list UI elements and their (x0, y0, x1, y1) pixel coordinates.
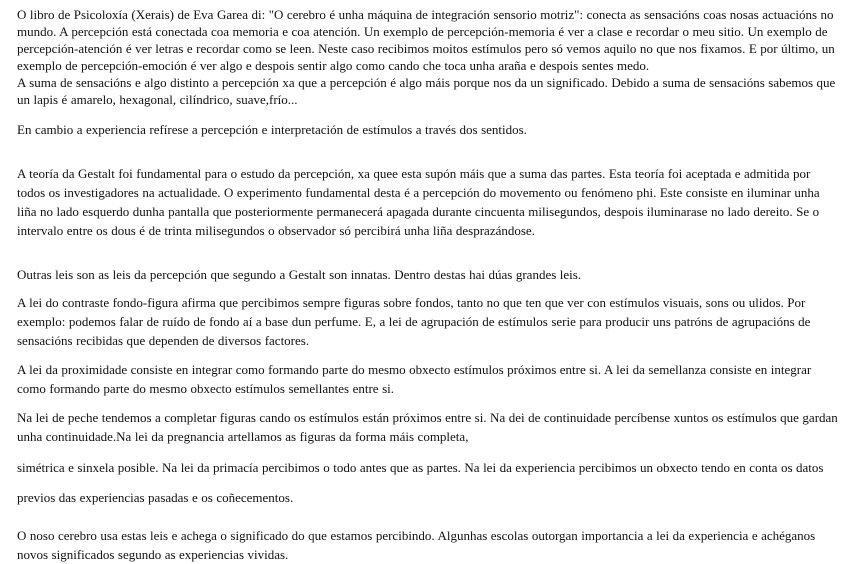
paragraph-closure: Na lei de peche tendemos a completar figuras cando os estímulos están próximos entre si. Na dei de continuidade percíbense xuntos os estímulos que gardan unha continuidade.Na lei da pregnancia artellamos as figuras da forma máis completa, (17, 410, 838, 444)
paragraph-other-laws: Outras leis son as leis da percepción que segundo a Gestalt son innatas. Dentro destas hai dúas grandes leis. (17, 267, 582, 282)
paragraph-proximity: A lei da proximidade consiste en integrar como formando parte do mesmo obxecto estímulos próximos entre si. A lei da semellanza consiste en integrar como formando parte do mesmo obxecto estímulos semellantes entre si. (17, 362, 812, 396)
paragraph-previous-experience: previos das experiencias pasadas e os coñecementos. (17, 490, 294, 505)
document-body (17, 6, 839, 564)
paragraph-primacy: simétrica e sinxela posible. Na lei da primacía percibimos o todo antes que as partes. Na lei da experiencia percibimos un obxecto tendo en conta os datos (17, 460, 824, 475)
paragraph-gestalt: A teoría da Gestalt foi fundamental para o estudo da percepción, xa quee esta supón máis que a suma das partes. Esta teoría foi aceptada e admitida por todos os investigadores na actualidade. O experimento fundamental desta é a percepción do movemento ou fenómeno phi. Este consiste en iluminar unha liña no lado esquerdo dunha pantalla que posteriormente permanecerá apagada durante cincuenta milisegundos, despois iluminarase no lado dereito. Se o intervalo entre os dous é de trinta milisegundos o observador só percibirá unha liña desprazándose. (17, 166, 820, 238)
paragraph-brain-laws: O noso cerebro usa estas leis e achega o significado do que estamos percibindo. Algunhas escolas outorgan importancia a lei da experiencia e achéganos novos significados segundo as experiencias vividas. (17, 528, 816, 562)
paragraph-sensation-sum: A suma de sensacións e algo distinto a percepción xa que a percepción é algo máis porque nos da un significado. Debido a suma de sensacións sabemos que un lapis é amarelo, hexagonal, cilíndrico, suave,frío... (17, 75, 836, 107)
paragraph-figure-ground: A lei do contraste fondo-figura afirma que percibimos sempre figuras sobre fondos, tanto no que ten que ver con estímulos visuais, sons ou ulidos. Por exemplo: podemos falar de ruído de fondo aí a base dun perfume. E, a lei de agrupación de estímulos serie para producir uns patróns de agrupacións de sensacións recibidas que dependen de diversos factores. (17, 295, 811, 348)
paragraph-sensorimotor: O libro de Psicoloxía (Xerais) de Eva Garea di: "O cerebro é unha máquina de integración sensorio motriz": conecta as sensacións coas nosas actuacións no mundo. A percepción está conectada coa memoria e coa atención. Un exemplo de percepción-memoria é ver a clase e recordar o meu sitio. Un exemplo de percepción-atención é ver letras e recordar como se leen. Neste caso recibimos moitos estímulos pero só vemos aquilo no que nos fixamos. E por último, un exemplo de percepción-emoción é ver algo e despois sentir algo como cando che toca unha araña e despois sentes medo. (17, 7, 835, 73)
paragraph-experience: En cambio a experiencia refírese a percepción e interpretación de estímulos a través dos sentidos. (17, 122, 527, 137)
